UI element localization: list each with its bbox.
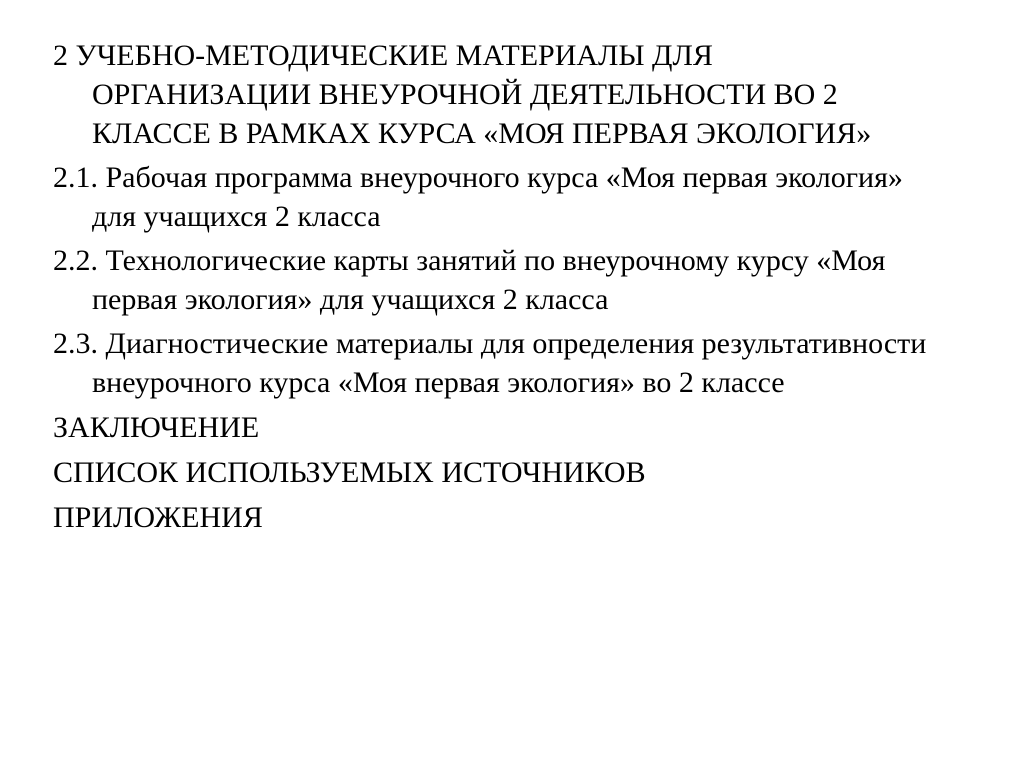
toc-item-appendices: ПРИЛОЖЕНИЯ bbox=[53, 501, 263, 534]
toc-item-section-2-2: 2.2. Технологические карты занятий по внеурочному курсу «Моя первая экология» для учащихся 2 класса bbox=[53, 244, 886, 316]
table-of-contents bbox=[0, 36, 1024, 537]
toc-item-section-2-3: 2.3. Диагностические материалы для определения результативности внеурочного курса «Моя первая экология» во 2 классе bbox=[53, 327, 927, 399]
toc-item-section-2: 2 УЧЕБНО-МЕТОДИЧЕСКИЕ МАТЕРИАЛЫ ДЛЯ ОРГАНИЗАЦИИ ВНЕУРОЧНОЙ ДЕЯТЕЛЬНОСТИ ВО 2 КЛАССЕ В РАМКАХ КУРСА «МОЯ ПЕРВАЯ ЭКОЛОГИЯ» bbox=[53, 39, 872, 150]
toc-item-conclusion: ЗАКЛЮЧЕНИЕ bbox=[53, 411, 260, 444]
toc-item-section-2-1: 2.1. Рабочая программа внеурочного курса «Моя первая экология» для учащихся 2 класса bbox=[53, 161, 903, 233]
toc-item-references: СПИСОК ИСПОЛЬЗУЕМЫХ ИСТОЧНИКОВ bbox=[53, 456, 646, 489]
